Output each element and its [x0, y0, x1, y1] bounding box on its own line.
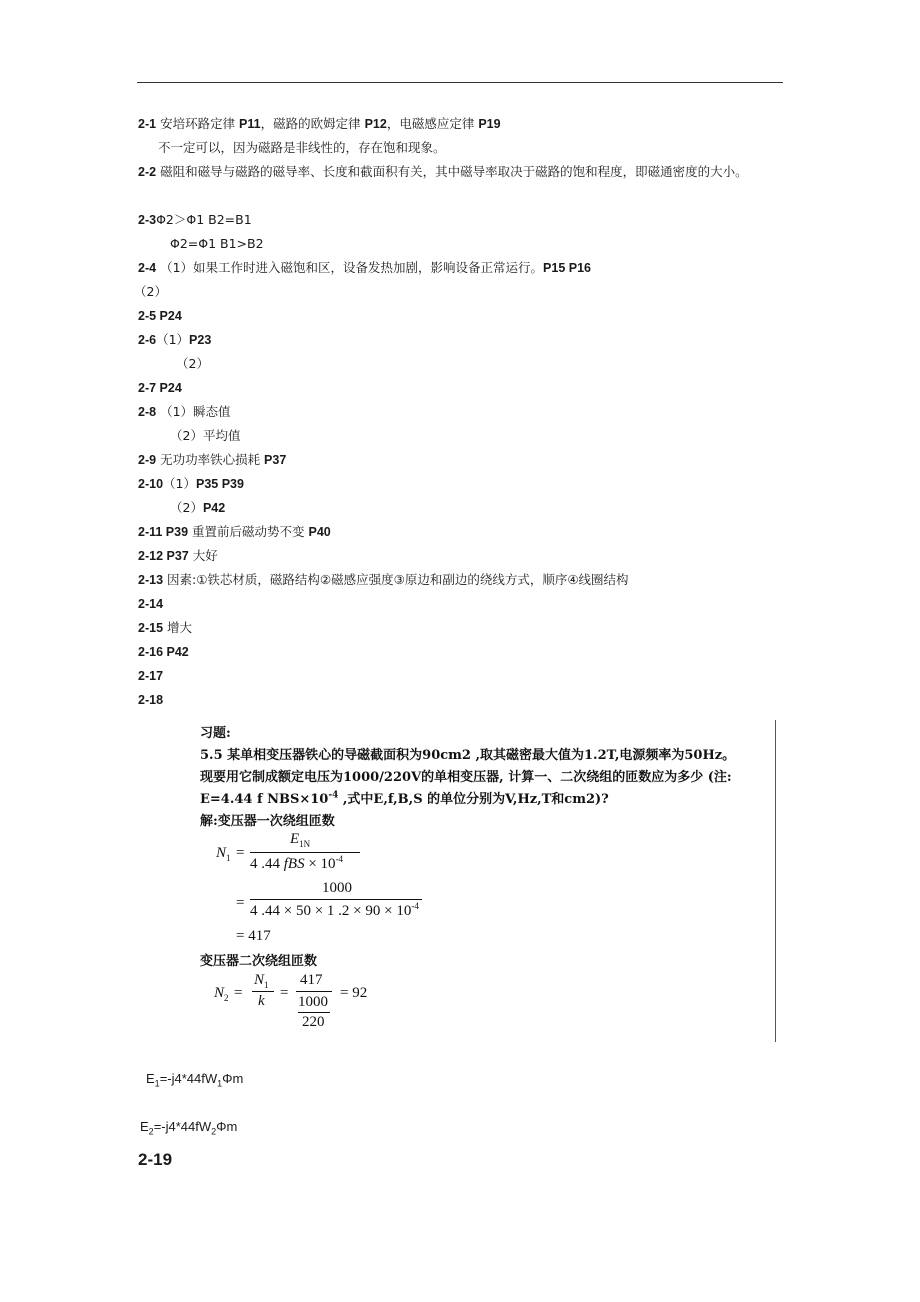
line-2-17: 2-17: [138, 669, 164, 683]
line-2-13: 2-13 因素:①铁芯材质，磁路结构②磁感应强度③原边和副边的绕线方式，顺序④线圈结构: [138, 572, 629, 587]
formula-eq-4: =: [280, 985, 289, 1001]
formula-417: 417: [300, 972, 323, 988]
exercise-heading: 习题:: [200, 726, 231, 741]
fraction-bar-1: [250, 852, 360, 853]
header-rule: [137, 82, 783, 83]
line-2-14: 2-14: [138, 597, 164, 611]
line-2-16: 2-16 P42: [138, 645, 189, 659]
formula-220: 220: [302, 1014, 325, 1030]
line-2-1-answer: 不一定可以，因为磁路是非线性的，存在饱和现象。: [158, 140, 446, 155]
line-2-15: 2-15 增大: [138, 620, 193, 635]
formula-n2: $N_2$: [214, 985, 229, 1003]
line-2-8: 2-8 （1）瞬态值: [138, 404, 231, 419]
formula-result-417: = 417: [236, 928, 271, 944]
equation-e2: $E_2=-j4*44fW_2\Phi m$: [140, 1119, 238, 1137]
formula-num-e1n: $E_{1N}$: [290, 831, 311, 849]
line-2-11: 2-11 P39 重置前后磁动势不变 P40: [138, 524, 331, 539]
exercise-p2: 现要用它制成额定电压为1000/220V的单相变压器, 计算一、二次绕组的匝数应为多少 (注:: [200, 770, 732, 785]
line-2-5: 2-5 P24: [138, 309, 182, 323]
line-2-10-b: （2）P42: [170, 500, 226, 515]
formula-k: k: [258, 993, 265, 1009]
fraction-bar-5: [298, 1012, 330, 1013]
formula-den-2: 4 .44 × 50 × 1 $.2 \times 90 \times 10^{-4}$: [250, 901, 419, 919]
exercise-p1: 5.5 某单相变压器铁心的导磁截面积为90cm2 ,取其磁密最大值为1.2T,电源频率为50Hz。: [200, 748, 736, 763]
exercise-block: [198, 718, 778, 1044]
line-2-18: 2-18: [138, 693, 164, 707]
formula-eq-1: =: [236, 845, 245, 861]
fraction-bar-4: [296, 991, 332, 992]
fraction-bar-2: [250, 899, 422, 900]
line-2-3-b: Φ2=Φ1 B1>B2: [170, 236, 264, 251]
formula-eq-3: =: [234, 985, 243, 1001]
line-2-6-b: （2）: [176, 356, 209, 371]
line-2-4-b: （2）: [134, 284, 167, 299]
line-2-7: 2-7 P24: [138, 381, 182, 395]
line-2-3: 2-3Φ2＞Φ1 B2=B1: [138, 212, 252, 227]
exercise-p4: 解:变压器一次绕组匝数: [200, 814, 335, 829]
line-2-9: 2-9 无功功率铁心损耗 P37: [138, 452, 287, 467]
exercise-side-rule: [775, 720, 776, 1042]
line-2-4: 2-4 （1）如果工作时进入磁饱和区，设备发热加剧，影响设备正常运行。P15 P16: [138, 260, 591, 275]
equation-e1: $E_1=-j4*44fW_1\Phi m$: [146, 1071, 244, 1089]
line-2-12: 2-12 P37 大好: [138, 548, 218, 563]
exercise-p3: E=4.44 f $NBS\times 10^{-4}$ ,式中E,f,B,S 的单位分别为V,Hz,T和cm2)?: [200, 790, 609, 807]
formula-eq-2: =: [236, 895, 245, 911]
formula-result-92: = 92: [340, 985, 368, 1001]
line-2-2: 2-2 磁阻和磁导与磁路的磁导率、长度和截面积有关，其中磁导率取决于磁路的饱和程度，即磁通密度的大小。: [138, 164, 748, 179]
formula-n1: $N_1$: [216, 845, 231, 863]
line-2-8-b: （2）平均值: [170, 428, 241, 443]
line-2-1: 2-1 安培环路定律 P11，磁路的欧姆定律 P12，电磁感应定律 P19: [138, 116, 501, 131]
line-2-6: 2-6（1）P23: [138, 332, 212, 347]
formula-n1-over: $N_1$: [254, 972, 269, 990]
line-2-10: 2-10（1）P35 P39: [138, 476, 244, 491]
formula-num-1000: 1000: [322, 880, 352, 896]
formula-den-1: 4 .44 fBS × $10^{-4}$: [250, 854, 344, 872]
formula-1000: 1000: [298, 994, 328, 1010]
fraction-bar-3: [252, 991, 274, 992]
exercise-p5: 变压器二次绕组匝数: [200, 954, 318, 969]
heading-2-19: 2-19: [138, 1150, 173, 1169]
